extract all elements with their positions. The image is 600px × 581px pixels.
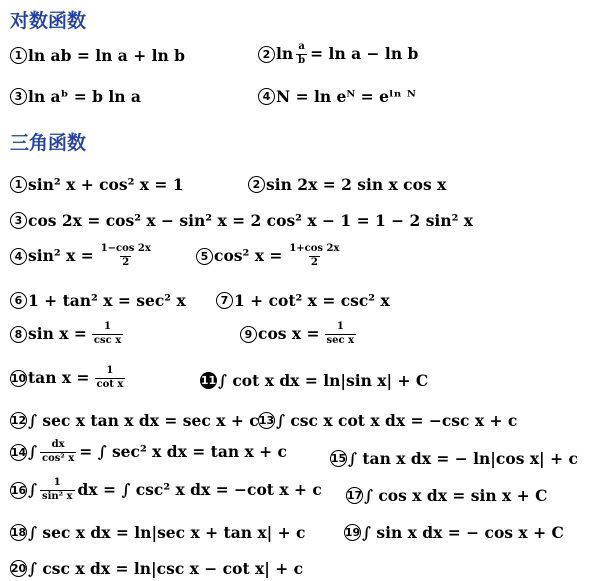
- fraction: [287, 244, 341, 268]
- fraction-numerator: 1−cos 2x: [100, 243, 151, 254]
- fraction-numerator: 1: [106, 365, 114, 376]
- fraction-numerator: 1+cos 2x: [289, 243, 340, 254]
- circled-number: 14: [10, 445, 27, 459]
- fraction: [40, 478, 75, 502]
- formula-post: = ∫ sec² x dx = tan x + c: [79, 442, 287, 462]
- circled-number: 4: [10, 248, 27, 265]
- fraction-numerator: a: [298, 41, 305, 52]
- circled-number: 2: [248, 176, 265, 193]
- trig-formula-2: [248, 176, 446, 193]
- fraction-denominator: cot x: [96, 378, 124, 390]
- formula-text: ∫ tan x dx = − ln|cos x| + c: [348, 448, 578, 468]
- trig-formula-19: [344, 524, 564, 541]
- log-formula-4: [258, 88, 416, 105]
- formula-pre: sin² x =: [28, 246, 94, 266]
- formula-text: 1 + cot² x = csc² x: [234, 290, 390, 310]
- circled-number: 11: [200, 374, 217, 387]
- formula-text: N = ln eᴺ = eˡⁿ ᴺ: [276, 86, 416, 106]
- fraction-numerator: dx: [51, 439, 65, 450]
- circled-number: 16: [10, 483, 27, 497]
- circled-number: 3: [10, 88, 27, 105]
- fraction-denominator: sec x: [326, 334, 355, 346]
- fraction-numerator: 1: [104, 321, 112, 332]
- trig-formula-3: [10, 212, 473, 229]
- fraction-denominator: 2: [122, 256, 130, 268]
- formula-text: ln ab = ln a + ln b: [28, 45, 185, 65]
- formula-text: sin 2x = 2 sin x cos x: [266, 174, 447, 194]
- trig-formula-17: [346, 487, 547, 504]
- trig-formula-6: [10, 292, 186, 309]
- circled-number: 3: [10, 212, 27, 229]
- fraction-denominator: cos² x: [41, 452, 75, 464]
- trig-formula-8: [10, 322, 126, 346]
- formula-pre: sin x =: [28, 324, 87, 344]
- fraction-denominator: sin² x: [41, 490, 73, 502]
- fraction: [92, 322, 123, 346]
- circled-number: 1: [10, 47, 27, 64]
- trig-formula-18: [10, 524, 306, 541]
- fraction-numerator: 1: [53, 477, 61, 488]
- circled-number: 10: [10, 371, 27, 385]
- trig-formula-4: [10, 244, 156, 268]
- trig-formula-16: [10, 478, 322, 502]
- fraction: [40, 440, 76, 464]
- circled-number: 17: [346, 489, 363, 502]
- log-heading: 对数函数: [10, 10, 87, 32]
- formula-text: ∫ cot x dx = ln|sin x| + C: [218, 370, 429, 390]
- formula-text: ∫ sec x dx = ln|sec x + tan x| + c: [28, 522, 306, 542]
- formula-text: ∫ cos x dx = sin x + C: [364, 485, 548, 505]
- circled-number: 19: [344, 526, 361, 539]
- trig-formula-10: [10, 366, 128, 390]
- fraction-denominator: csc x: [93, 334, 122, 346]
- circled-number: 7: [216, 292, 233, 309]
- trig-formula-1: [10, 176, 184, 193]
- circled-number: 20: [10, 562, 27, 575]
- formula-text: ∫ csc x dx = ln|csc x − cot x| + c: [28, 558, 304, 578]
- circled-number: 12: [10, 414, 27, 427]
- trig-formula-15: [330, 450, 578, 467]
- fraction: [99, 244, 153, 268]
- formula-text: sin² x + cos² x = 1: [28, 174, 184, 194]
- fraction-numerator: 1: [336, 321, 344, 332]
- trig-formula-13: [258, 412, 517, 429]
- circled-number: 5: [196, 248, 213, 265]
- fraction-denominator: 2: [310, 256, 318, 268]
- formula-post: = ln a − ln b: [310, 44, 419, 64]
- trig-formula-7: [216, 292, 390, 309]
- trig-formula-11: [200, 372, 428, 389]
- formula-pre: ∫: [28, 442, 37, 462]
- formula-pre: tan x =: [28, 368, 90, 388]
- trig-formula-5: [196, 244, 344, 268]
- formula-pre: ln: [276, 44, 294, 64]
- fraction: [296, 42, 307, 66]
- formula-text: ∫ sin x dx = − cos x + C: [362, 522, 564, 542]
- trig-heading: 三角函数: [10, 132, 87, 154]
- formula-pre: cos² x =: [214, 246, 283, 266]
- formula-text: ln aᵇ = b ln a: [28, 86, 141, 106]
- circled-number: 8: [10, 326, 27, 343]
- formula-text: ∫ sec x tan x dx = sec x + c: [28, 410, 259, 430]
- trig-formula-12: [10, 412, 259, 429]
- log-formula-2: [258, 42, 418, 66]
- trig-formula-20: [10, 560, 303, 577]
- formula-text: 1 + tan² x = sec² x: [28, 290, 186, 310]
- fraction: [325, 322, 357, 346]
- circled-number: 15: [330, 452, 347, 465]
- formula-pre: ∫: [28, 480, 37, 500]
- fraction-denominator: b: [298, 54, 306, 66]
- circled-number: 18: [10, 526, 27, 539]
- circled-number: 2: [258, 46, 275, 63]
- circled-number: 4: [258, 88, 275, 105]
- circled-number: 13: [258, 414, 275, 427]
- trig-formula-14: [10, 440, 287, 464]
- circled-number: 6: [10, 292, 27, 309]
- log-formula-3: [10, 88, 141, 105]
- circled-number: 1: [10, 176, 27, 193]
- log-formula-1: [10, 47, 185, 64]
- formula-pre: cos x =: [258, 324, 320, 344]
- formula-post: dx = ∫ csc² x dx = −cot x + c: [77, 480, 322, 500]
- formula-text: ∫ csc x cot x dx = −csc x + c: [276, 410, 518, 430]
- trig-formula-9: [240, 322, 359, 346]
- formula-text: cos 2x = cos² x − sin² x = 2 cos² x − 1 = 1 − 2 sin² x: [28, 210, 474, 230]
- circled-number: 9: [240, 326, 257, 343]
- fraction: [95, 366, 126, 390]
